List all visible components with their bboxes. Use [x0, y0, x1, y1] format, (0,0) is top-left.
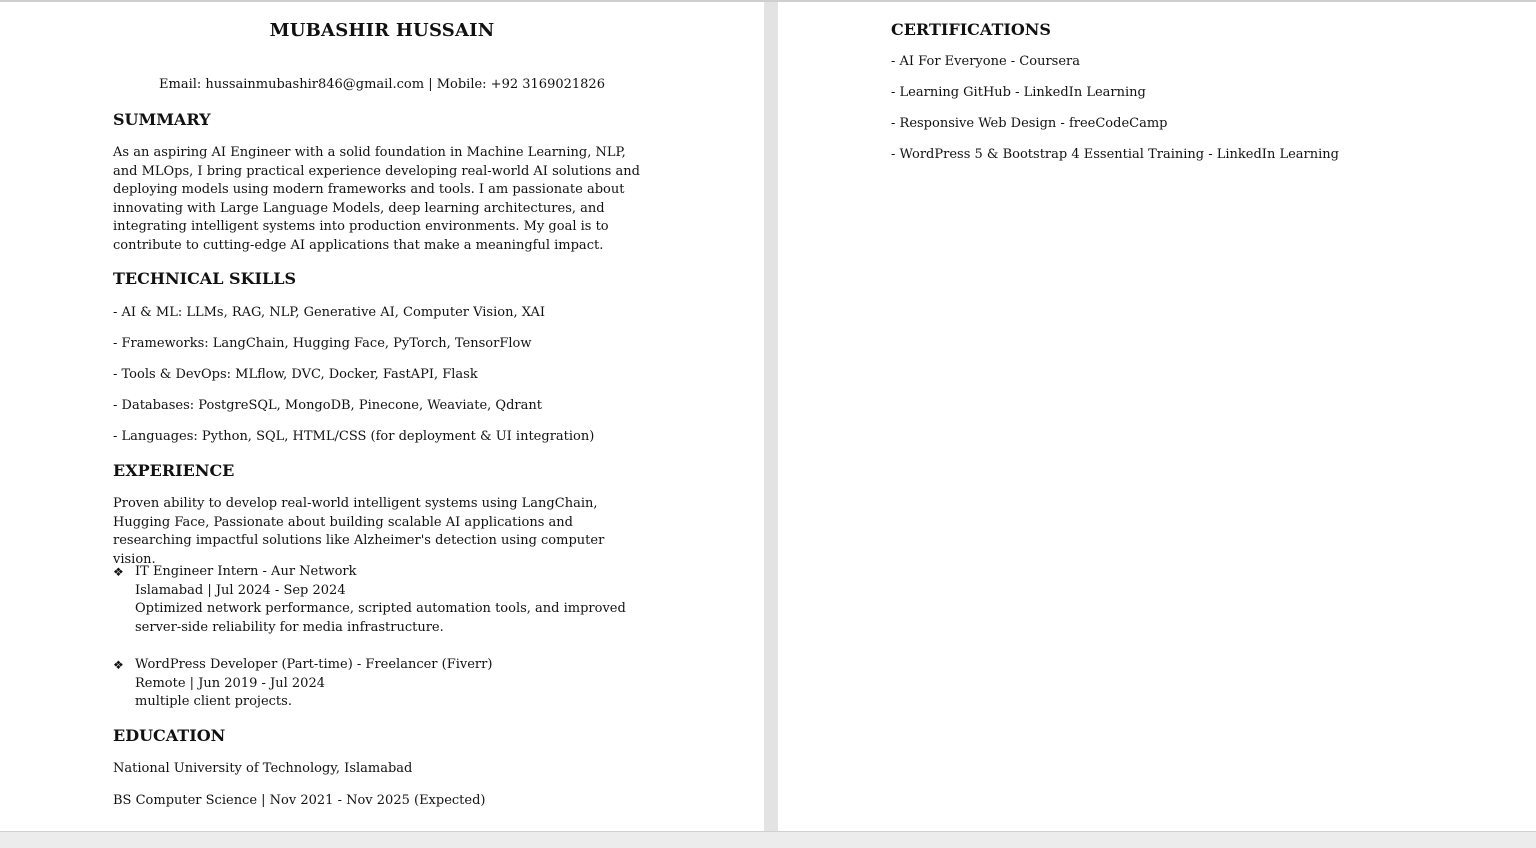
certification-item: - Learning GitHub - LinkedIn Learning — [891, 85, 1146, 100]
job-meta: Remote | Jun 2019 - Jul 2024 — [135, 675, 325, 691]
certifications-heading: CERTIFICATIONS — [891, 20, 1051, 39]
education-school: National University of Technology, Islamabad — [113, 761, 413, 776]
summary-text: As an aspiring AI Engineer with a solid foundation in Machine Learning, NLP, and MLOps, I bring practical experience developing real-world AI solutions and deploying models using modern frameworks and tools. I am passionate about innovating with Large Language Models, deep learning architectures, and integrating intelligent systems into production environments. My goal is to contribute to cutting-edge AI applications that make a meaningful impact. — [113, 145, 640, 253]
job-meta: Islamabad | Jul 2024 - Sep 2024 — [135, 582, 346, 598]
skill-item: - AI & ML: LLMs, RAG, NLP, Generative AI, Computer Vision, XAI — [113, 305, 546, 320]
skill-item: - Tools & DevOps: MLflow, DVC, Docker, FastAPI, Flask — [113, 367, 478, 382]
job-description: multiple client projects. — [135, 694, 292, 710]
experience-item — [113, 656, 653, 712]
certification-item: - AI For Everyone - Coursera — [891, 54, 1080, 69]
education-degree: BS Computer Science | Nov 2021 - Nov 2025 (Expected) — [113, 793, 486, 808]
job-description: Optimized network performance, scripted automation tools, and improved server-side reliability for media infrastructure. — [135, 601, 626, 635]
contact-line: Email: hussainmubashir846@gmail.com | Mobile: +92 3169021826 — [159, 77, 605, 92]
page-2 — [778, 2, 1536, 831]
experience-item — [113, 563, 653, 637]
diamond-bullet-icon: ❖ — [113, 658, 124, 672]
skill-item: - Databases: PostgreSQL, MongoDB, Pinecone, Weaviate, Qdrant — [113, 398, 542, 413]
experience-intro: Proven ability to develop real-world intelligent systems using LangChain, Hugging Face, Passionate about building scalable AI applications and researching impactful solutions like Alzheimer's detection using computer vision. — [113, 496, 605, 567]
resume-name: MUBASHIR HUSSAIN — [269, 20, 495, 41]
certification-item: - Responsive Web Design - freeCodeCamp — [891, 116, 1168, 131]
experience-heading: EXPERIENCE — [113, 461, 235, 480]
summary-heading: SUMMARY — [113, 110, 211, 129]
job-title: WordPress Developer (Part-time) - Freelancer (Fiverr) — [135, 657, 493, 672]
page-gutter — [764, 2, 778, 831]
bottom-scroll-area[interactable] — [0, 831, 1536, 848]
certification-item: - WordPress 5 & Bootstrap 4 Essential Training - LinkedIn Learning — [891, 147, 1339, 162]
job-title: IT Engineer Intern - Aur Network — [135, 564, 357, 579]
skill-item: - Languages: Python, SQL, HTML/CSS (for deployment & UI integration) — [113, 429, 595, 444]
diamond-bullet-icon: ❖ — [113, 565, 124, 579]
page-1 — [0, 2, 764, 831]
skills-heading: TECHNICAL SKILLS — [113, 269, 297, 288]
skill-item: - Frameworks: LangChain, Hugging Face, PyTorch, TensorFlow — [113, 336, 532, 351]
education-heading: EDUCATION — [113, 726, 226, 745]
